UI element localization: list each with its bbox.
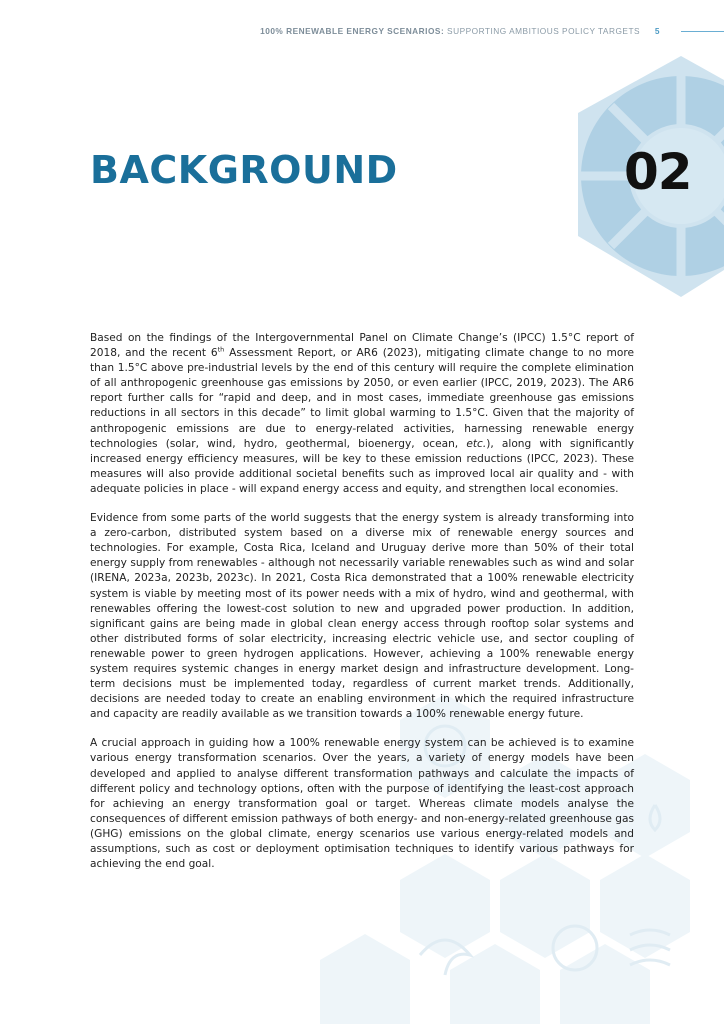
page-number: 5 (654, 26, 660, 36)
paragraph-1-part-b: Assessment Report, or AR6 (2023), mitigating climate change to no more than 1.5°C above pre-industrial levels by the end of this century will require the complete elimination of all anthropogenic greenhouse gas emissions by 2050, or even earlier (IPCC, 2019, 2023). The AR6 report further calls for “rapid and deep, and in most cases, immediate greenhouse gas emissions reductions in all sectors in this decade” to limit global warming to 1.5°C. Given that the majority of anthropogenic emissions are due to energy-related activities, harnessing renewable energy technologies (solar, wind, hydro, geothermal, bioenergy, ocean, (90, 347, 634, 450)
chapter-number: 02 (624, 143, 692, 201)
header-title-bold: 100% RENEWABLE ENERGY SCENARIOS: (260, 26, 445, 36)
etc-italic: etc. (466, 437, 487, 450)
paragraph-3: A crucial approach in guiding how a 100% renewable energy system can be achieved is to examine various energy transformation scenarios. Over the years, a variety of energy models have been developed and applied to analyse different transformation pathways and calculate the impacts of different policy and technology options, often with the purpose of identifying the least-cost approach for achieving an energy transformation goal or target. Whereas climate models analyse the consequences of different emission pathways of both energy- and non-energy-related greenhouse gas (GHG) emissions on the global climate, energy scenarios use various energy-related models and assumptions, such as cost or deployment optimisation techniques to identify various pathways for achieving the end goal. (90, 737, 634, 871)
paragraph-1 (90, 331, 634, 497)
section-title: BACKGROUND (90, 148, 398, 192)
running-header (190, 26, 660, 36)
header-title-rest: SUPPORTING AMBITIOUS POLICY TARGETS (447, 26, 641, 36)
ordinal-suffix: th (217, 345, 225, 354)
paragraph-1-part-a: Based on the findings of the Intergovernmental Panel on Climate Change’s (IPCC) 1.5°C report of 2018, and the recent 6 (90, 332, 634, 360)
paragraph-1-part-c: ), along with significantly increased energy efficiency measures, will be key to these emission reductions (IPCC, 2023). These measures will also provide additional societal benefits such as improved local air quality and - with adequate policies in place - will expand energy access and equity, and strengthen local economies. (90, 437, 634, 495)
paragraph-2: Evidence from some parts of the world suggests that the energy system is already transforming into a zero-carbon, distributed system based on a diverse mix of renewable energy sources and technologies. For example, Costa Rica, Iceland and Uruguay derive more than 50% of their total energy supply from renewables - although not necessarily variable renewables such as wind and solar (IRENA, 2023a, 2023b, 2023c). In 2021, Costa Rica demonstrated that a 100% renewable electricity system is viable by meeting most of its power needs with a mix of hydro, wind and geothermal, with renewables offering the lowest-cost solution to new and upgraded power production. In addition, significant gains are being made in global clean energy access through rooftop solar systems and other distributed forms of solar electricity, increasing electric vehicle use, and sector coupling of renewable power to green hydrogen applications. However, achieving a 100% renewable energy system requires systemic changes in energy market design and infrastructure development. Long-term decisions must be implemented today, regardless of current market trends. Additionally, decisions are needed today to create an enabling environment in which the required infrastructure and capacity are readily available as we transition towards a 100% renewable energy future. (90, 512, 634, 721)
body-text (90, 331, 634, 886)
header-rule (681, 31, 724, 32)
